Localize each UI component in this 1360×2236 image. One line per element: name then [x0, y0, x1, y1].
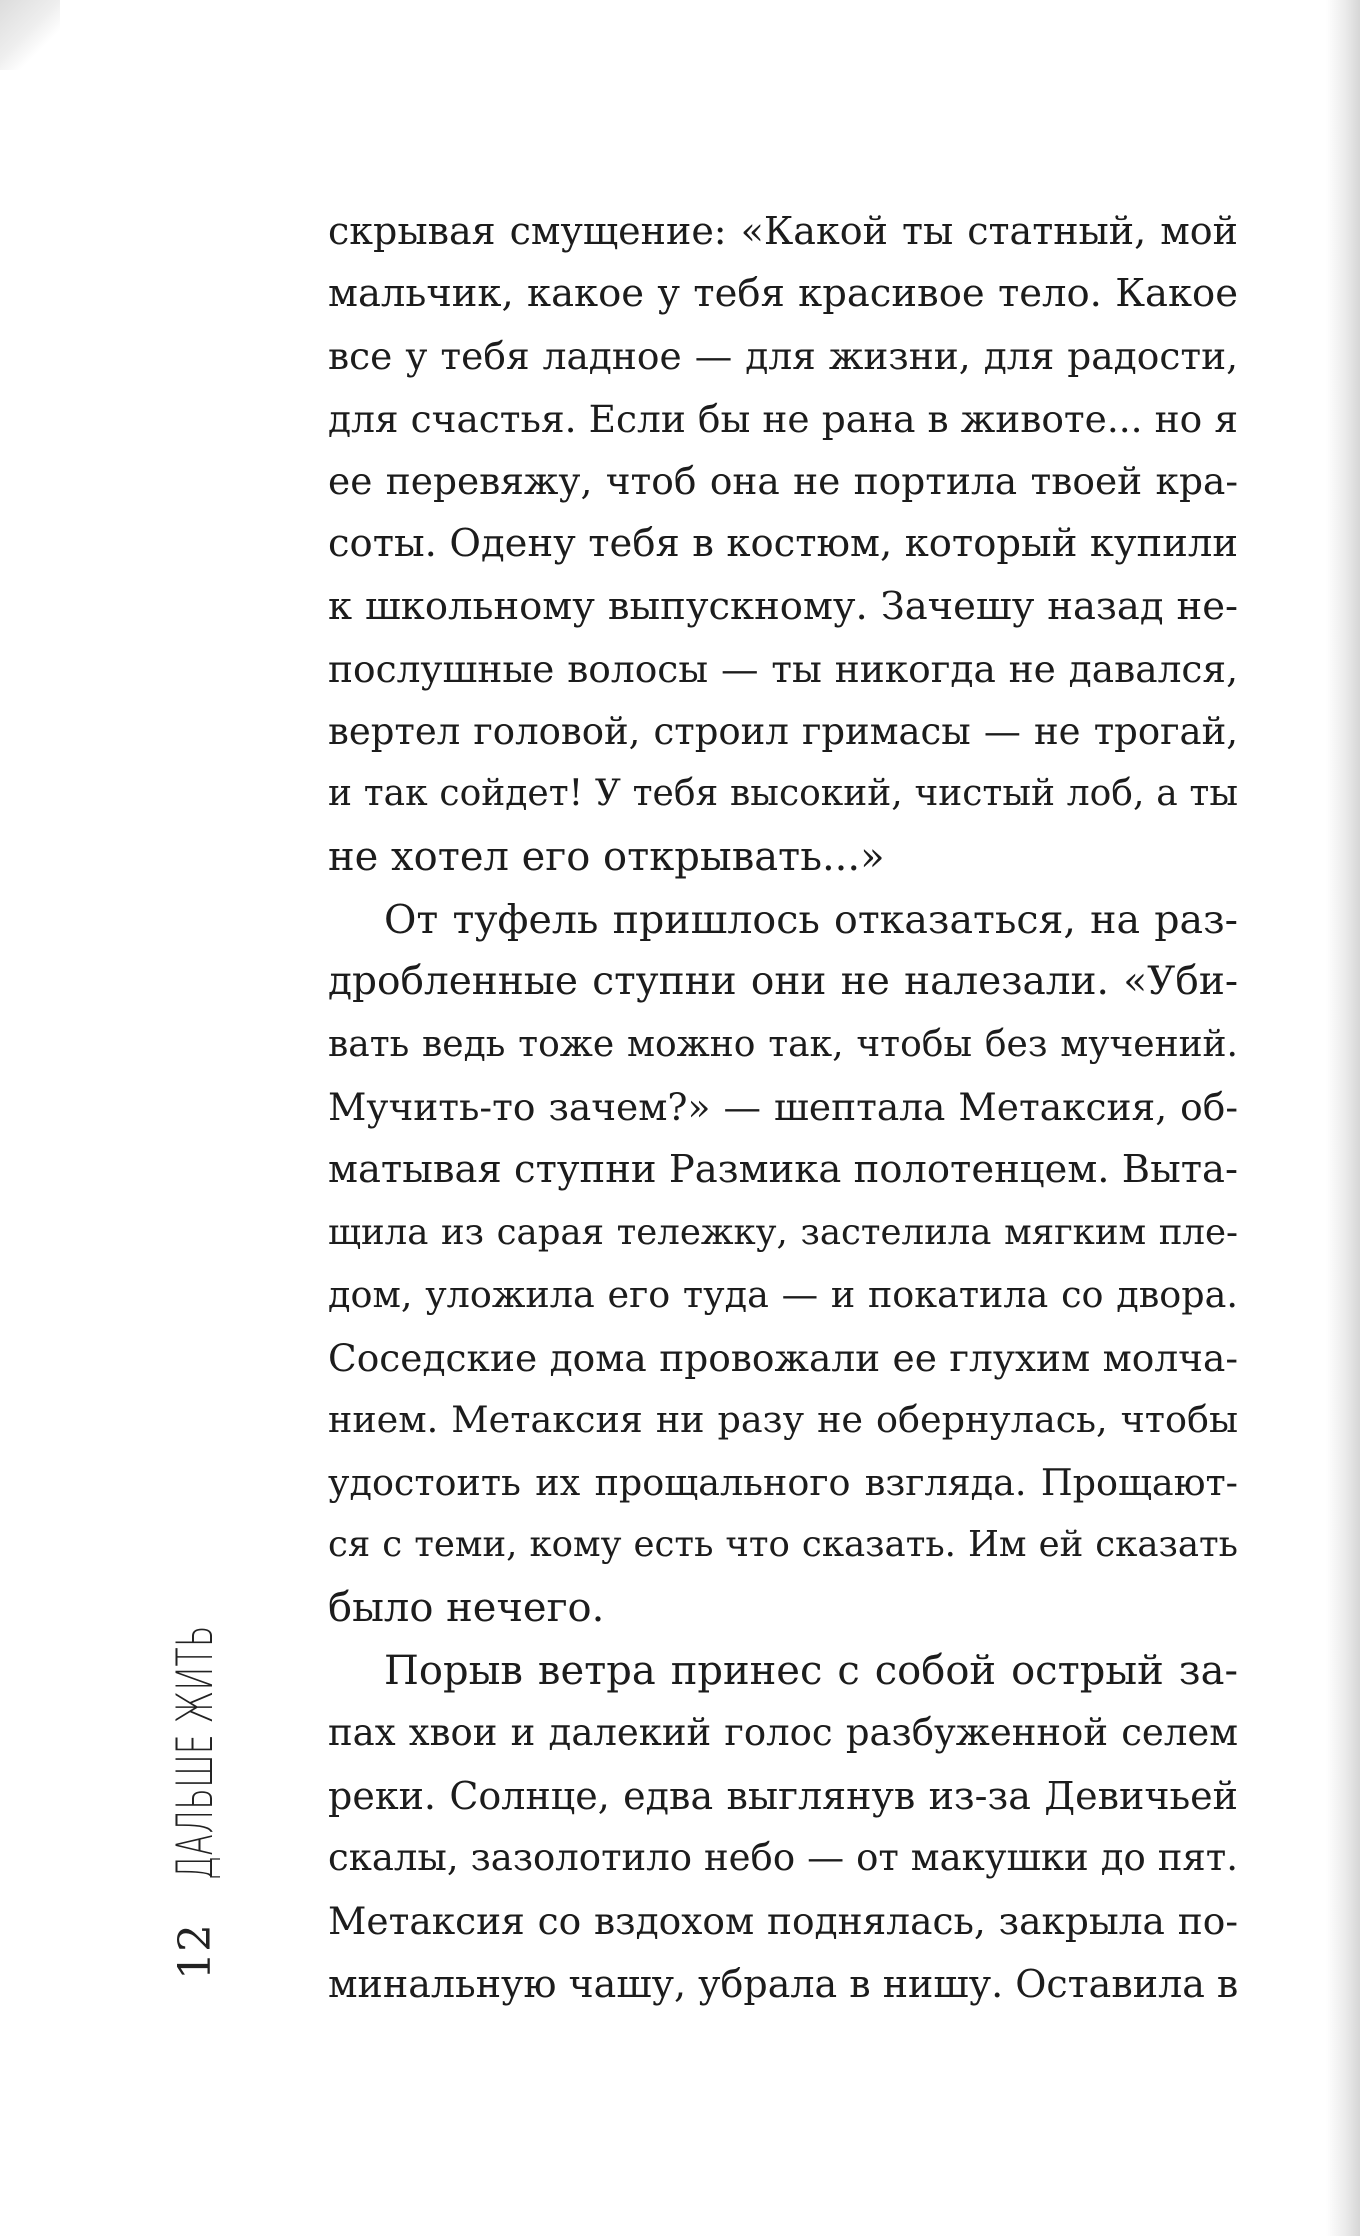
body-text — [328, 200, 1238, 2015]
text-line: скалы, зазолотило небо — от макушки до пят. — [328, 1836, 1238, 1880]
text-line: соты. Одену тебя в костюм, который купили — [328, 520, 1238, 566]
running-head — [166, 1469, 224, 1980]
text-line: матывая ступни Размика полотенцем. Выта- — [328, 1146, 1238, 1192]
text-line: Метаксия со вздохом поднялась, закрыла по- — [328, 1899, 1238, 1944]
text-line: Мучить-то зачем?» — шептала Метаксия, об- — [328, 1085, 1238, 1130]
text-line: вать ведь тоже можно так, чтобы без мучений. — [328, 1023, 1238, 1065]
text-line: мальчик, какое у тебя красивое тело. Какое — [328, 270, 1238, 316]
text-line: для счастья. Если бы не рана в животе... но я — [328, 396, 1238, 441]
text-line: реки. Солнце, едва выглянув из-за Девичьей — [328, 1773, 1238, 1818]
text-line: ся с теми, кому есть что сказать. Им ей сказать — [328, 1524, 1238, 1566]
page-edge-shadow — [1326, 0, 1360, 2236]
text-line: Порыв ветра принес с собой острый за- — [384, 1647, 1238, 1694]
text-line: щила из сарая тележку, застелила мягким пле- — [328, 1211, 1238, 1253]
running-title: ДАЛЬШЕ ЖИТЬ — [166, 1624, 224, 1880]
text-line: От туфель пришлось отказаться, на раз- — [384, 896, 1238, 943]
text-line: дом, уложила его туда — и покатила со двора. — [328, 1273, 1238, 1317]
text-line: пах хвои и далекий голос разбуженной селем — [328, 1711, 1238, 1755]
text-line: ее перевяжу, чтоб она не портила твоей кра- — [328, 459, 1238, 504]
text-line: все у тебя ладное — для жизни, для радости, — [328, 334, 1238, 379]
text-line: Соседские дома провожали ее глухим молча- — [328, 1335, 1238, 1380]
text-line: нием. Метаксия ни разу не обернулась, чтобы — [328, 1398, 1238, 1442]
text-line: скрывая смущение: «Какой ты статный, мой — [328, 209, 1238, 253]
text-line: было нечего. — [328, 1585, 605, 1632]
text-line: к школьному выпускному. Зачешу назад не- — [328, 583, 1238, 629]
text-line: дробленные ступни они не налезали. «Уби- — [328, 959, 1238, 1005]
text-line: удостоить их прощального взгляда. Прощают- — [328, 1460, 1238, 1504]
text-line: не хотел его открывать...» — [328, 833, 885, 880]
text-line: вертел головой, строил гримасы — не трогай, — [328, 709, 1238, 753]
page-number: 12 — [169, 1924, 221, 1980]
page-corner-fold — [0, 0, 60, 70]
text-line: и так сойдет! У тебя высокий, чистый лоб, а ты — [328, 773, 1238, 815]
text-line: минальную чашу, убрала в нишу. Оставила в — [328, 1961, 1239, 2006]
text-line: послушные волосы — ты никогда не давался, — [328, 647, 1238, 692]
